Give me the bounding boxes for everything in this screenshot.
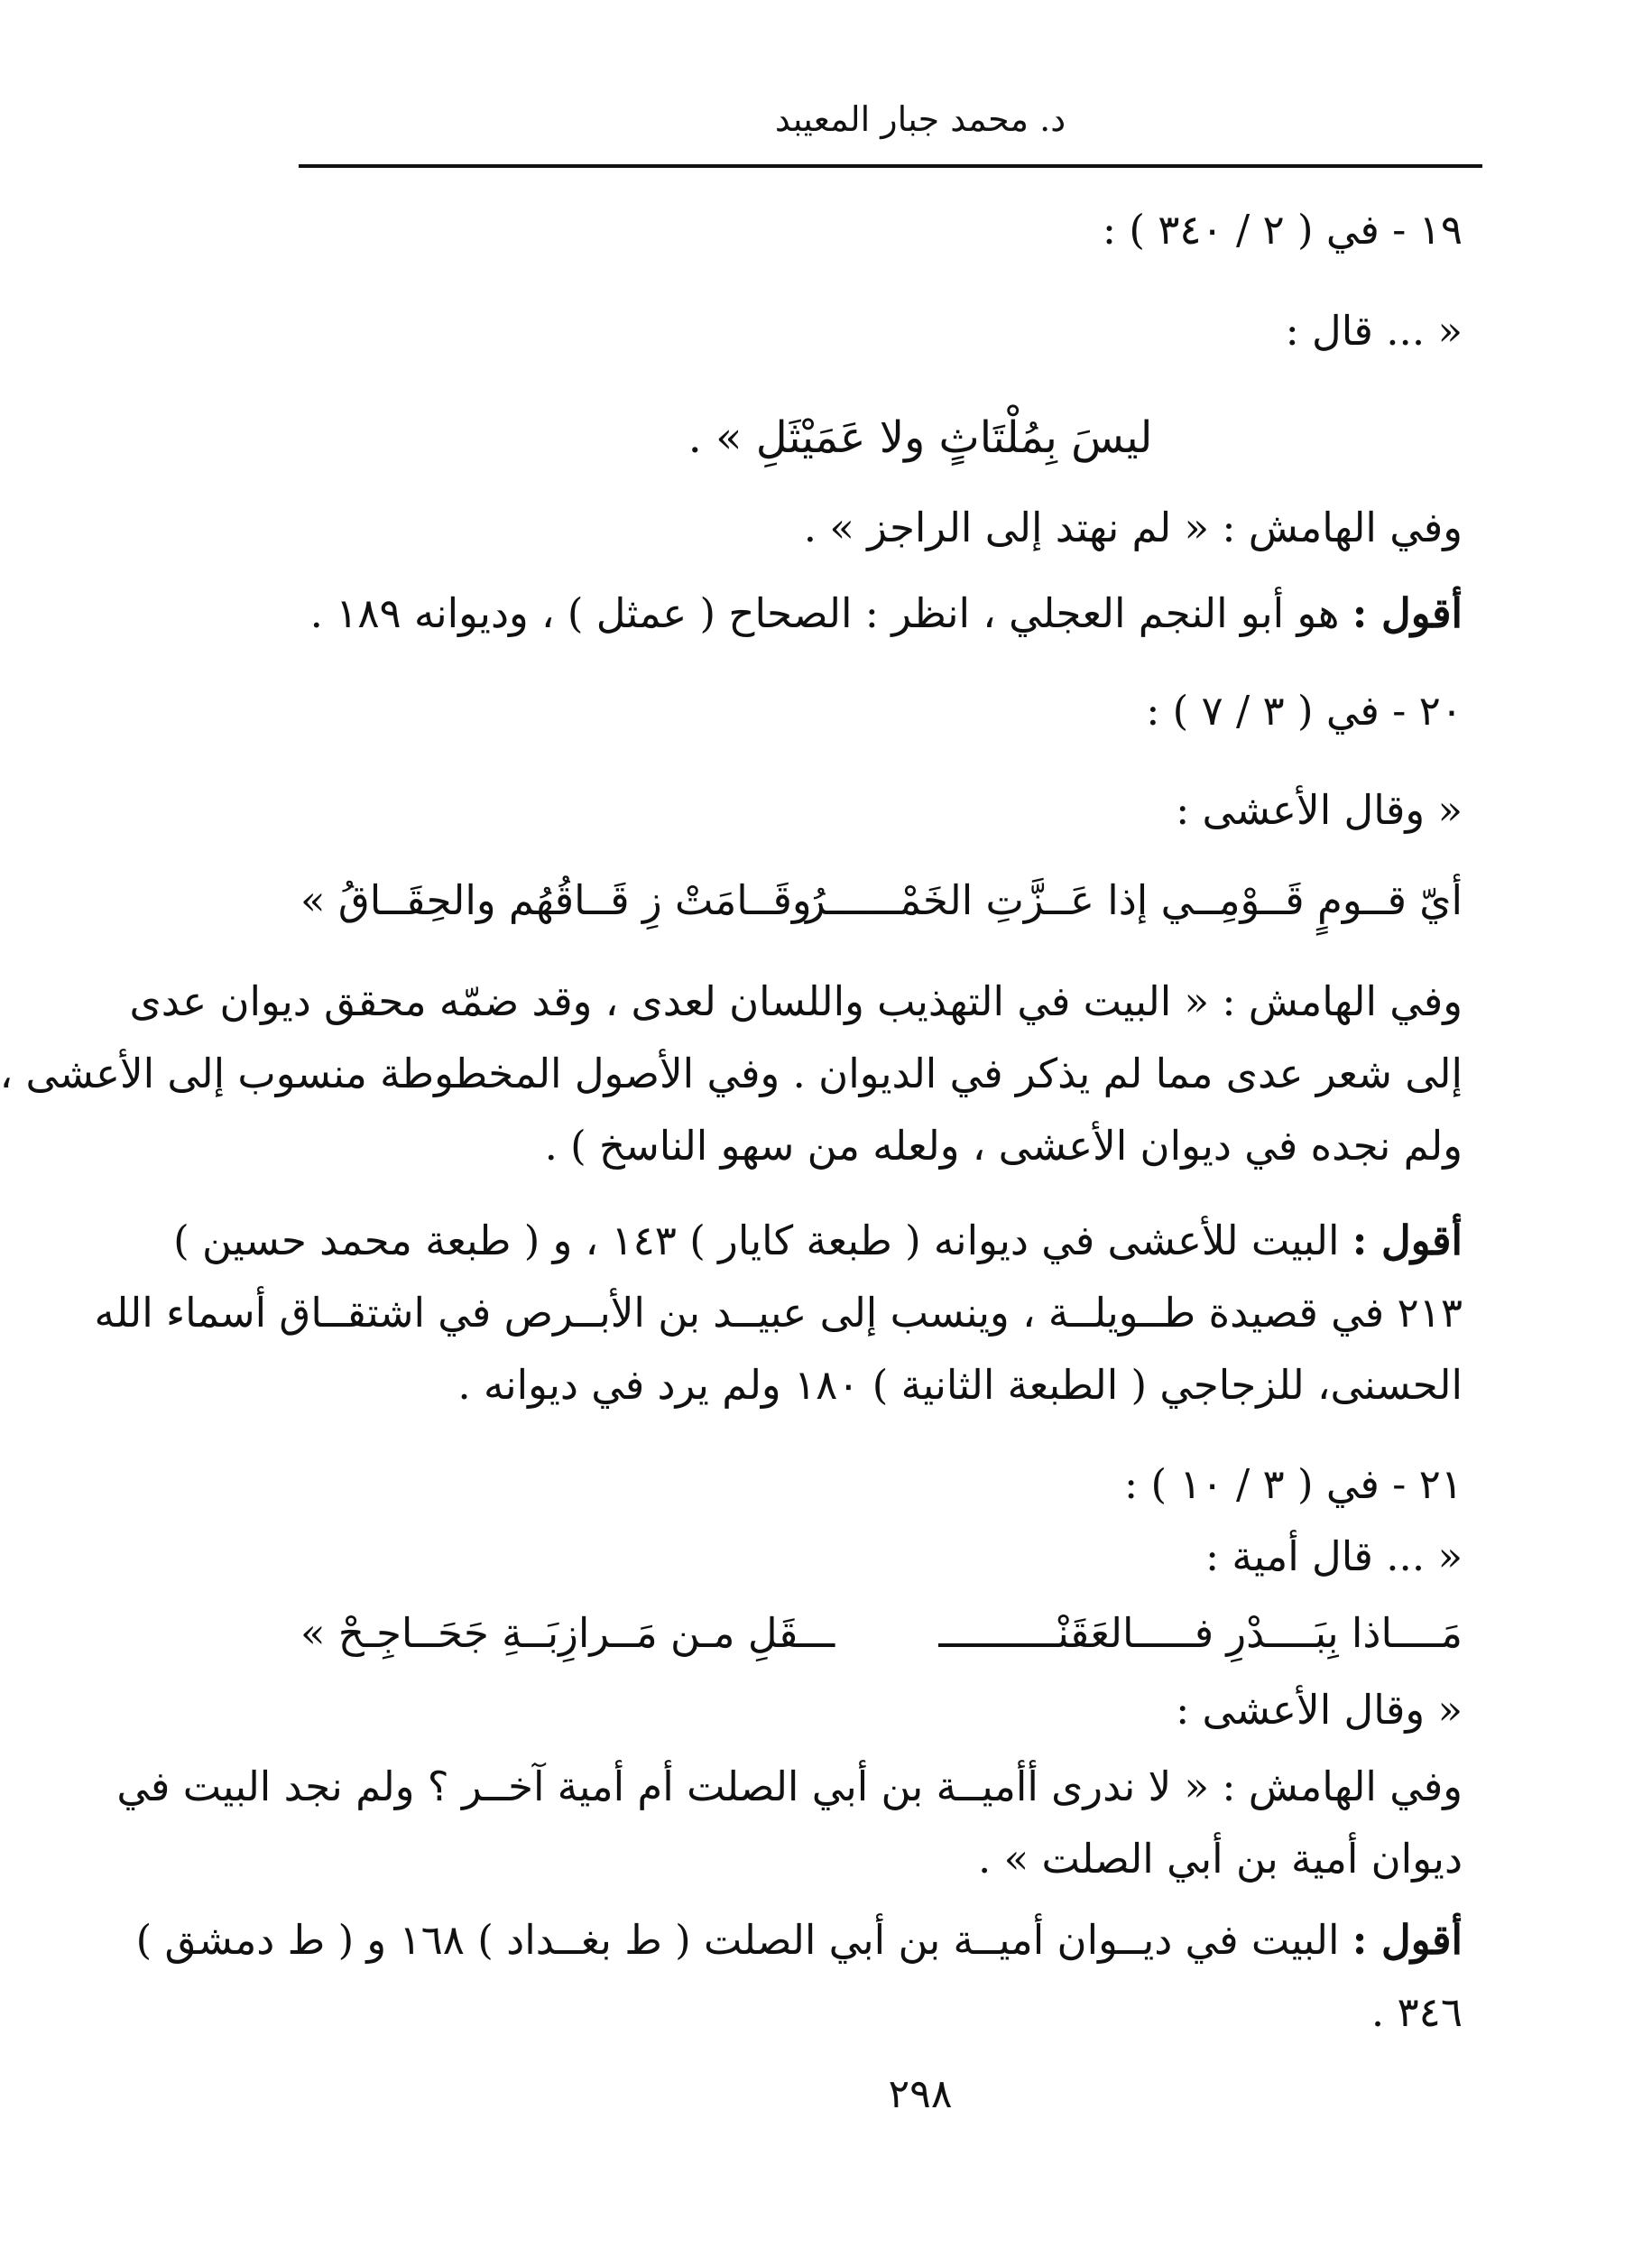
item-21-margin-line-2: ديوان أمية بن أبي الصلت » . xyxy=(978,1835,1463,1883)
item-21-margin-line-1: وفي الهامش : « لا ندرى أأميــة بن أبي الصلت أم أمية آخــر ؟ ولم نجد البيت في xyxy=(116,1763,1463,1810)
reply-text: البيت للأعشى في ديوانه ( طبعة كايار ) ١٤٣ ، و ( طبعة محمد حسين ) xyxy=(173,1217,1340,1264)
item-19-verse: ليسَ بِمُلْتَاثٍ ولا عَمَيْثَلِ » . xyxy=(688,412,1153,463)
item-20-reply-line-2: ٢١٣ في قصيدة طــويلــة ، وينسب إلى عبيــد بن الأبــرص في اشتقــاق أسماء الله xyxy=(94,1289,1463,1337)
item-21-reply-line-2: ٣٤٦ . xyxy=(1371,1988,1463,2036)
reply-text: هو أبو النجم العجلي ، انظر : الصحاح ( عمثل ) ، وديوانه ١٨٩ . xyxy=(309,589,1340,637)
page-number: ٢٩٨ xyxy=(888,2071,953,2117)
item-20-reply-line-1 xyxy=(173,1214,1463,1268)
item-19-heading: ١٩ - في ( ٢ / ٣٤٠ ) : xyxy=(1102,206,1463,254)
item-20-heading: ٢٠ - في ( ٣ / ٧ ) : xyxy=(1146,687,1463,735)
item-21-quote-intro: « ... قال أمية : xyxy=(1204,1532,1463,1580)
reply-label: أقول : xyxy=(1352,1916,1463,1964)
item-21-heading: ٢١ - في ( ٣ / ١٠ ) : xyxy=(1124,1460,1463,1508)
running-header: د. محمد جبار المعيبد xyxy=(774,99,1066,139)
item-21-second-quote: « وقال الأعشى : xyxy=(1176,1686,1463,1734)
reply-label: أقول : xyxy=(1352,589,1463,637)
verse-second-hemistich: ـــقَلِ مـن مَــرازِبَــةِ جَحَــاجِـحْ » xyxy=(300,1609,835,1657)
item-20-margin-line-3: ولم نجده في ديوان الأعشى ، ولعله من سهو الناسخ ) . xyxy=(544,1122,1463,1170)
item-20-margin-line-1: وفي الهامش : « البيت في التهذيب واللسان لعدى ، وقد ضمّه محقق ديوان عدى xyxy=(129,977,1463,1025)
item-20-reply-line-3: الحسنى، للزجاجي ( الطبعة الثانية ) ١٨٠ ولم يرد في ديوانه . xyxy=(457,1361,1463,1409)
item-20-quote-intro: « وقال الأعشى : xyxy=(1176,786,1463,834)
item-19-margin-note: وفي الهامش : « لم نهتد إلى الراجز » . xyxy=(803,504,1463,551)
item-21-verse xyxy=(300,1606,1463,1661)
item-20-verse xyxy=(300,874,1463,928)
header-rule xyxy=(299,164,1482,168)
reply-label: أقول : xyxy=(1352,1217,1463,1264)
item-19-quote-intro: « ... قال : xyxy=(1285,307,1463,355)
item-21-reply-line-1 xyxy=(135,1913,1463,1967)
reply-text: البيت في ديــوان أميــة بن أبي الصلت ( ط بغــداد ) ١٦٨ و ( ط دمشق ) xyxy=(135,1916,1340,1964)
verse-first-hemistich: أيّ قــومٍ قَــوْمِــي إذا عَــزَّتِ الخَمْــــــرُ xyxy=(806,876,1463,924)
item-20-margin-line-2: إلى شعر عدى مما لم يذكر في الديوان . وفي الأصول المخطوطة منسوب إلى الأعشى ، xyxy=(0,1050,1463,1097)
verse-first-hemistich: مَــــاذا بِبَــــدْرِ فـــــالعَقَنْــــــــــ xyxy=(938,1609,1463,1657)
verse-second-hemistich: وقَــامَتْ زِ قَــاقُهُم والحِقَــاقُ » xyxy=(300,876,812,924)
item-19-reply xyxy=(300,587,1463,641)
